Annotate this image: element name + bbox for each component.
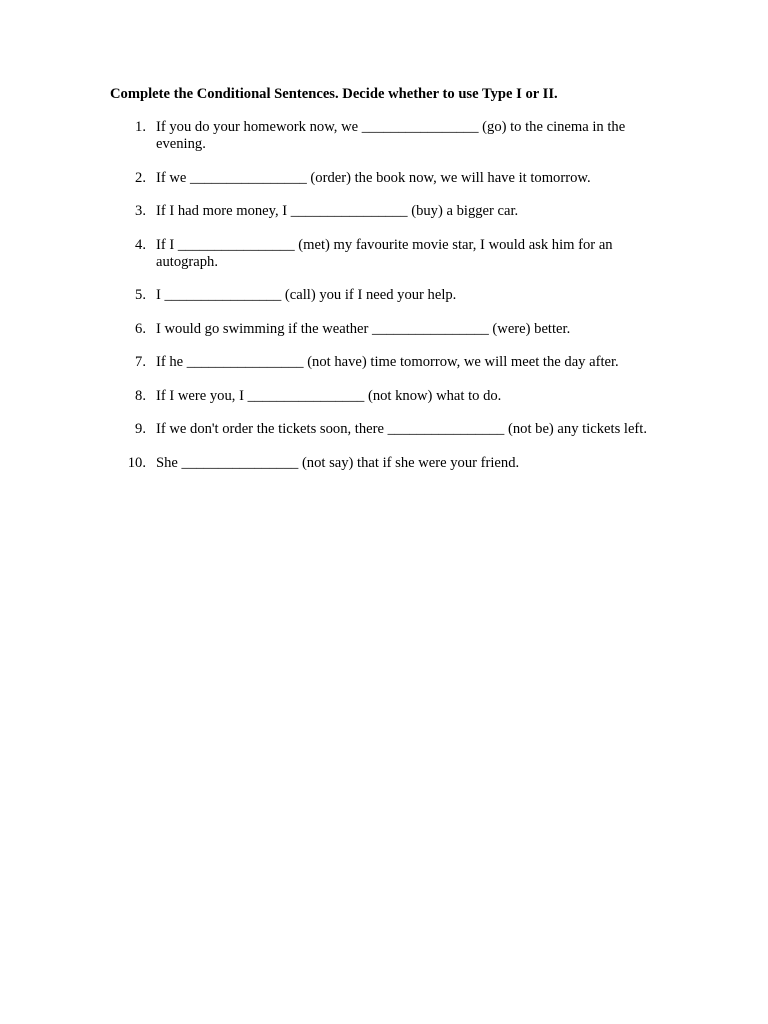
exercise-number: 7. xyxy=(135,354,146,370)
exercise-item-2 xyxy=(0,170,768,187)
exercise-sentence: If you do your homework now, we ________________ (go) to the cinema in the evening. xyxy=(156,119,626,152)
exercise-sentence: I ________________ (call) you if I need your help. xyxy=(156,287,457,303)
exercise-sentence: If I had more money, I ________________ (buy) a bigger car. xyxy=(156,203,519,219)
exercise-sentence: If I ________________ (met) my favourite movie star, I would ask him for an autograph. xyxy=(156,236,613,270)
exercise-number: 10. xyxy=(127,454,146,471)
exercise-item-3 xyxy=(0,203,768,220)
exercise-sentence: She ________________ (not say) that if she were your friend. xyxy=(156,454,520,471)
exercise-item-4 xyxy=(0,237,768,271)
exercise-sentence: If we don't order the tickets soon, there ________________ (not be) any tickets left. xyxy=(156,421,647,437)
exercise-number: 1. xyxy=(135,119,146,135)
exercise-item-7 xyxy=(0,354,768,371)
exercise-sentence: If I were you, I ________________ (not know) what to do. xyxy=(156,387,502,404)
exercise-sentence: If he ________________ (not have) time tomorrow, we will meet the day after. xyxy=(156,354,619,370)
exercise-item-9 xyxy=(0,421,768,438)
exercise-number: 8. xyxy=(135,387,146,404)
worksheet-title: Complete the Conditional Sentences. Decide whether to use Type I or II. xyxy=(110,86,558,102)
exercise-number: 5. xyxy=(135,287,146,303)
exercise-item-5 xyxy=(0,287,768,304)
exercise-item-6 xyxy=(0,321,768,338)
exercise-item-8 xyxy=(0,388,768,405)
exercise-number: 2. xyxy=(135,169,146,186)
exercise-item-10 xyxy=(0,455,768,472)
exercise-number: 3. xyxy=(135,203,146,219)
exercise-number: 6. xyxy=(135,320,146,337)
exercise-list xyxy=(0,119,768,488)
exercise-number: 9. xyxy=(135,421,146,437)
exercise-sentence: I would go swimming if the weather ________________ (were) better. xyxy=(156,320,571,337)
exercise-number: 4. xyxy=(135,236,146,253)
exercise-item-1 xyxy=(0,119,768,153)
exercise-sentence: If we ________________ (order) the book now, we will have it tomorrow. xyxy=(156,169,591,186)
